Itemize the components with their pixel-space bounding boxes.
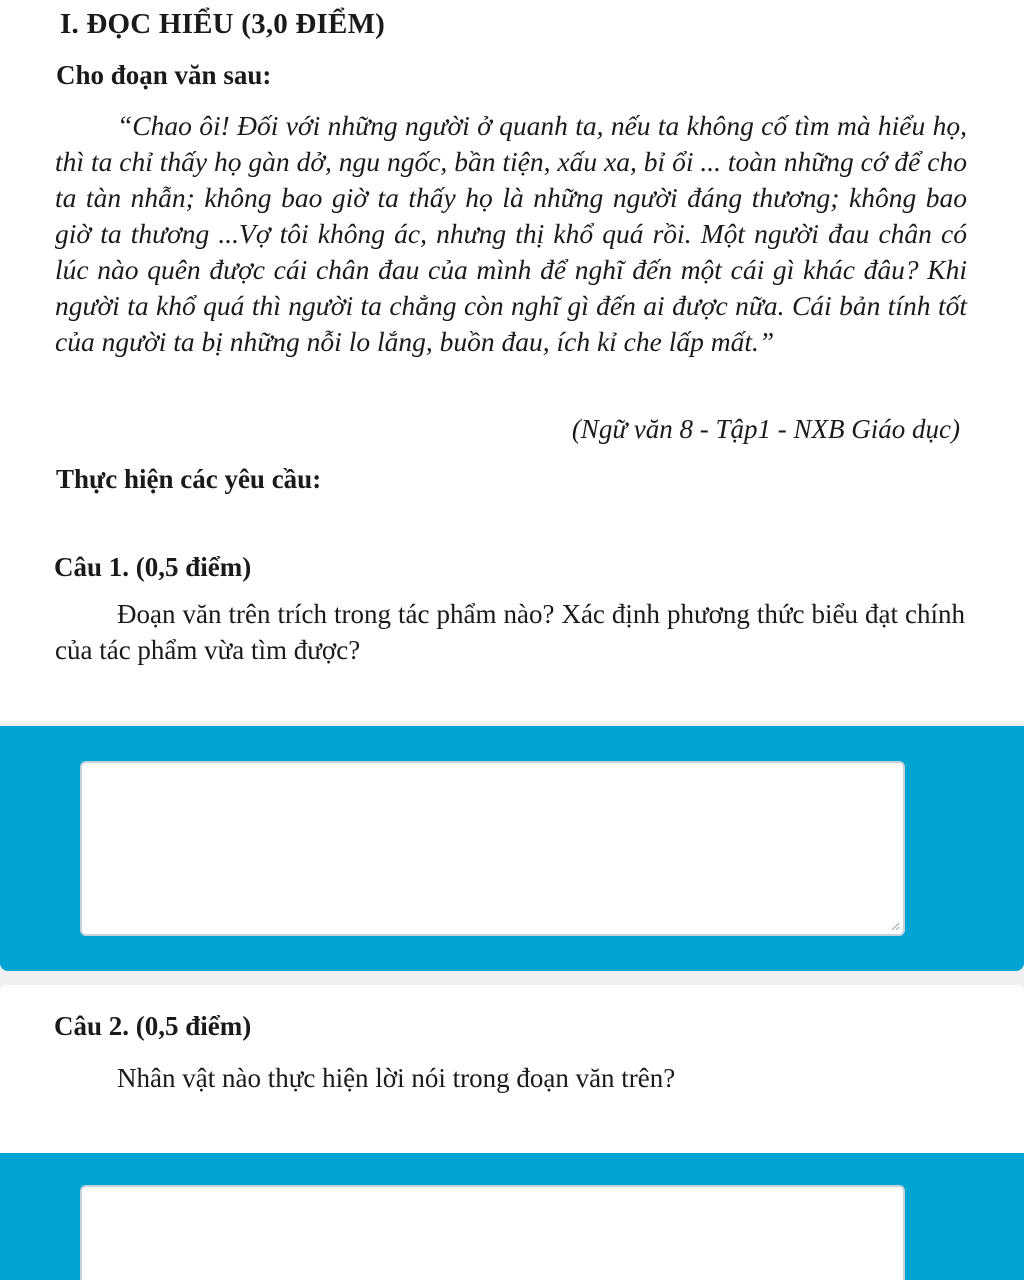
question-1-answer-area xyxy=(0,726,1024,971)
question-2-text: Nhân vật nào thực hiện lời nói trong đoạn văn trên? xyxy=(117,1063,676,1093)
question-2-card xyxy=(0,985,1024,1153)
passage-intro: Cho đoạn văn sau: xyxy=(56,60,272,90)
question-2-answer-area xyxy=(0,1153,1024,1280)
question-1-answer-input[interactable] xyxy=(80,761,905,936)
section-title: I. ĐỌC HIỂU (3,0 ĐIỂM) xyxy=(60,8,386,40)
instructions-heading: Thực hiện các yêu cầu: xyxy=(56,464,322,494)
question-1-text: Đoạn văn trên trích trong tác phẩm nào? Xác định phương thức biểu đạt chính của tác phẩm vừa tìm được? xyxy=(55,599,965,665)
question-2-answer-input[interactable] xyxy=(80,1185,905,1280)
question-1-title: Câu 1. (0,5 điểm) xyxy=(54,552,252,582)
reading-passage: “Chao ôi! Đối với những người ở quanh ta, nếu ta không cố tìm mà hiểu họ, thì ta chỉ thấy họ gàn dở, ngu ngốc, bần tiện, xấu xa, bỉ ổi ... toàn những cớ để cho ta tàn nhẫn; không bao giờ ta thấy họ là những người đáng thương; không bao giờ ta thương ...Vợ tôi không ác, nhưng thị khổ quá rồi. Một người đau chân có lúc nào quên được cái chân đau của mình để nghĩ đến một cái gì khác đâu? Khi người ta khổ quá thì người ta chẳng còn nghĩ gì đến ai được nữa. Cái bản tính tốt của người ta bị những nỗi lo lắng, buồn đau, ích kỉ che lấp mất.” xyxy=(55,110,967,357)
resize-handle-icon[interactable] xyxy=(891,922,900,931)
question-2-title: Câu 2. (0,5 điểm) xyxy=(54,1011,252,1041)
passage-source: (Ngữ văn 8 - Tập1 - NXB Giáo dục) xyxy=(571,414,960,444)
